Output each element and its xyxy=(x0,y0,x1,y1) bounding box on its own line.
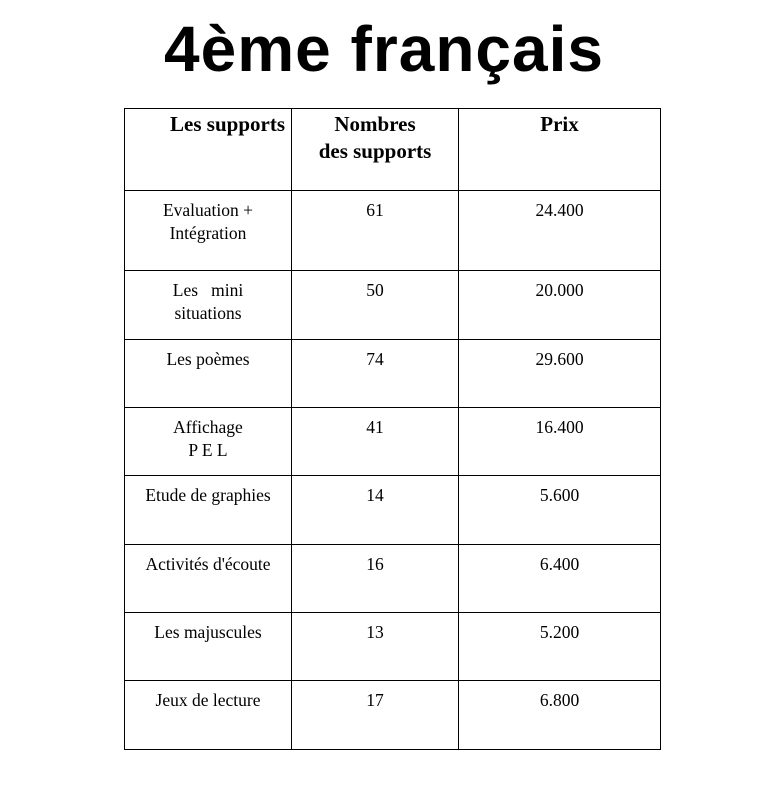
cell-prix: 29.600 xyxy=(459,340,661,408)
page-title: 4ème français xyxy=(164,13,604,85)
cell-prix: 5.200 xyxy=(459,613,661,681)
table-row xyxy=(125,271,661,340)
cell-support: Affichage P E L xyxy=(125,408,292,476)
table-row xyxy=(125,681,661,750)
cell-prix: 6.400 xyxy=(459,545,661,613)
table-header-row xyxy=(125,109,661,191)
cell-nombre: 13 xyxy=(292,613,459,681)
cell-nombre: 16 xyxy=(292,545,459,613)
table-row xyxy=(125,476,661,545)
cell-prix: 6.800 xyxy=(459,681,661,750)
table-row xyxy=(125,545,661,613)
cell-support: Evaluation + Intégration xyxy=(125,191,292,271)
cell-support: Jeux de lecture xyxy=(125,681,292,750)
cell-support: Les poèmes xyxy=(125,340,292,408)
cell-nombre: 61 xyxy=(292,191,459,271)
header-prix: Prix xyxy=(459,109,661,191)
cell-nombre: 74 xyxy=(292,340,459,408)
header-nombres: Nombres des supports xyxy=(292,109,459,191)
table-row xyxy=(125,191,661,271)
cell-prix: 24.400 xyxy=(459,191,661,271)
cell-support: Les mini situations xyxy=(125,271,292,340)
cell-support: Etude de graphies xyxy=(125,476,292,545)
table-row xyxy=(125,408,661,476)
table-row xyxy=(125,613,661,681)
cell-prix: 16.400 xyxy=(459,408,661,476)
cell-nombre: 17 xyxy=(292,681,459,750)
cell-nombre: 41 xyxy=(292,408,459,476)
header-supports: Les supports xyxy=(125,109,292,191)
cell-prix: 20.000 xyxy=(459,271,661,340)
table-row xyxy=(125,340,661,408)
cell-nombre: 50 xyxy=(292,271,459,340)
supports-table xyxy=(124,108,661,750)
cell-nombre: 14 xyxy=(292,476,459,545)
cell-prix: 5.600 xyxy=(459,476,661,545)
cell-support: Les majuscules xyxy=(125,613,292,681)
cell-support: Activités d'écoute xyxy=(125,545,292,613)
